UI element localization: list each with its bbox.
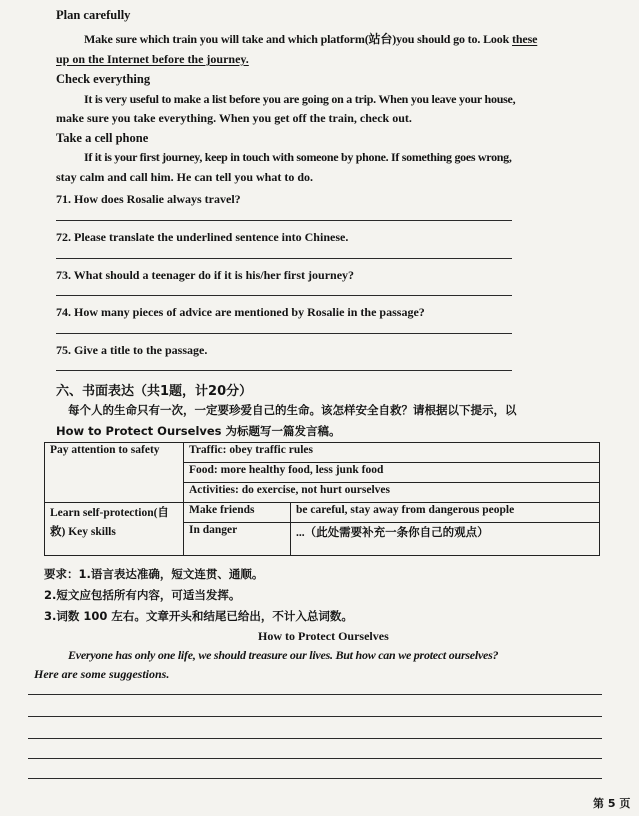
essay-start-2: Here are some suggestions. [34,667,170,681]
writing-prompt-1: 每个人的生命只有一次，一定要珍爱自己的生命。该怎样安全自救？请根据以下提示，以 [68,403,517,417]
answer-line-73[interactable] [56,295,512,296]
cell-traffic: Traffic: obey traffic rules [184,443,600,463]
cell-learn-self-protection: Learn self-protection(自救) Key skills [45,503,184,556]
requirement-1: 要求：1.语言表达准确，短文连贯、通顺。 [44,567,264,581]
question-73: 73. What should a teenager do if it is his/her first journey? [56,268,355,282]
cell-make-friends: Make friends [184,503,291,523]
writing-line-5[interactable] [28,778,602,779]
answer-line-71[interactable] [56,220,512,221]
cell-make-friends-tip: be careful, stay away from dangerous people [291,503,600,523]
writing-line-1[interactable] [28,694,602,695]
writing-prompt-2: How to Protect Ourselves 为标题写一篇发言稿。 [56,424,341,438]
answer-line-75[interactable] [56,370,512,371]
cell-in-danger-tip: ...（此处需要补充一条你自己的观点） [291,523,600,556]
answer-line-74[interactable] [56,333,512,334]
requirement-3: 3.词数 100 左右。文章开头和结尾已给出，不计入总词数。 [44,609,353,623]
requirement-2: 2.短文应包括所有内容，可适当发挥。 [44,588,241,602]
cell-pay-attention: Pay attention to safety [45,443,184,503]
answer-line-72[interactable] [56,258,512,259]
writing-line-3[interactable] [28,738,602,739]
plan-text-underlined-end: these [512,32,538,46]
plan-text-2-underlined: up on the Internet before the journey. [56,52,249,66]
cell-food: Food: more healthy food, less junk food [184,463,600,483]
hints-table [44,442,600,556]
writing-line-2[interactable] [28,716,602,717]
cell-activities: Activities: do exercise, not hurt ourselves [184,483,600,503]
writing-section-title: 六、书面表达（共1题，计20分） [56,384,253,399]
phone-heading: Take a cell phone [56,131,149,145]
question-75: 75. Give a title to the passage. [56,343,208,357]
cell-in-danger: In danger [184,523,291,556]
question-74: 74. How many pieces of advice are mentioned by Rosalie in the passage? [56,305,425,319]
phone-text-1: If it is your first journey, keep in touch with someone by phone. If something goes wrong, [84,150,512,164]
question-71: 71. How does Rosalie always travel? [56,192,241,206]
essay-title: How to Protect Ourselves [258,629,389,643]
question-72: 72. Please translate the underlined sentence into Chinese. [56,230,349,244]
plan-text-1-main: Make sure which train you will take and which platform(站台)you should go to. Look [84,32,510,46]
check-text-1: It is very useful to make a list before you are going on a trip. When you leave your house, [84,92,516,106]
writing-line-4[interactable] [28,758,602,759]
plan-heading: Plan carefully [56,8,131,22]
plan-text-1 [84,30,537,47]
phone-text-2: stay calm and call him. He can tell you what to do. [56,170,313,184]
check-text-2: make sure you take everything. When you get off the train, check out. [56,111,412,125]
essay-start-1: Everyone has only one life, we should treasure our lives. But how can we protect ourselves? [68,648,499,662]
page-number: 第 5 页 [593,797,631,810]
check-heading: Check everything [56,72,151,86]
